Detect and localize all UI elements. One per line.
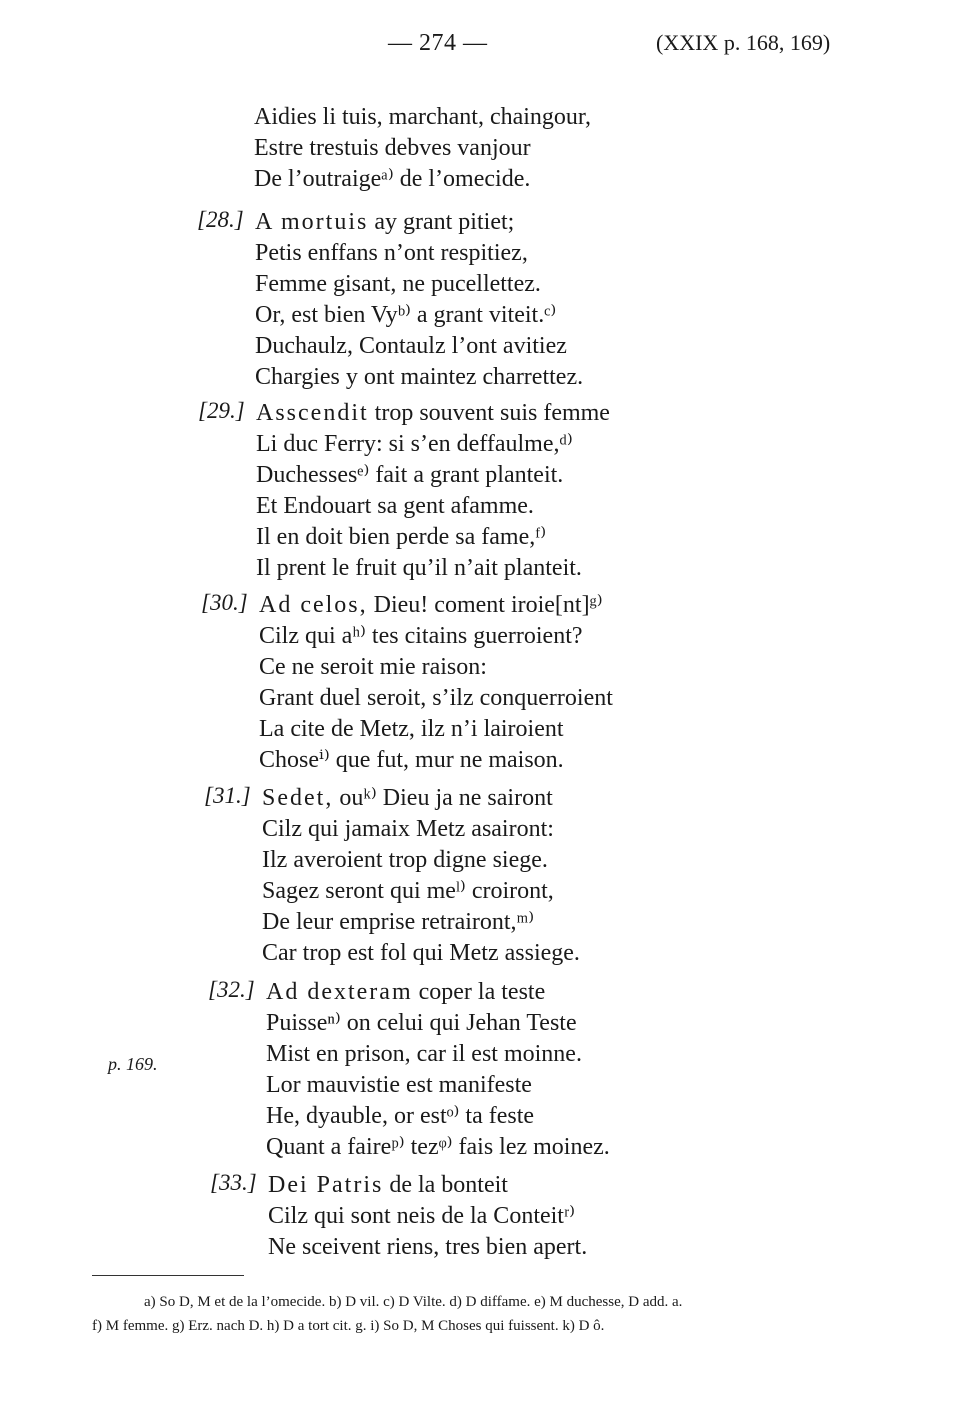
- verse-text: Dieu! coment iroie[nt]ᵍ⁾: [367, 592, 603, 618]
- margin-page-reference: p. 169.: [108, 1054, 158, 1074]
- verse-text: ouᵏ⁾ Dieu ja ne sairont: [333, 785, 553, 811]
- stanza-number: [30.]: [201, 590, 248, 615]
- verse-line: Sagez seront qui meˡ⁾ croiront,: [262, 878, 554, 904]
- verse-line: Petis enffans n’ont respitiez,: [255, 240, 528, 266]
- stanza-continuation: [254, 102, 591, 195]
- stanza-33: [210, 1170, 588, 1263]
- verse-line: Lor mauvistie est manifeste: [266, 1072, 532, 1098]
- verse-line: Il en doit bien perde sa fame,ᶠ⁾: [256, 524, 547, 550]
- stanza-number: [33.]: [210, 1170, 257, 1195]
- verse-incipit: Ad celos,: [259, 592, 368, 618]
- footnotes: [92, 1290, 682, 1338]
- stanza-number: [28.]: [197, 207, 244, 232]
- verse-line: De leur emprise retrairont,ᵐ⁾: [262, 909, 535, 935]
- verse-line: Grant duel seroit, s’ilz conquerroient: [259, 685, 613, 711]
- verse-text: de la bonteit: [383, 1172, 508, 1198]
- verse-line: [262, 783, 580, 814]
- verse-line: Duchaulz, Contaulz l’ont avitiez: [255, 333, 567, 359]
- verse-line: Et Endouart sa gent afamme.: [256, 493, 534, 519]
- verse-incipit: Dei Patris: [268, 1172, 384, 1198]
- verse-line: He, dyauble, or estᵒ⁾ ta feste: [266, 1103, 535, 1129]
- stanza-28: [197, 207, 584, 393]
- verse-line: Quant a faireᵖ⁾ tezᵠ⁾ fais lez moinez.: [266, 1134, 610, 1160]
- verse-text: ay grant pitiet;: [368, 209, 515, 235]
- stanza-number: [31.]: [204, 783, 251, 808]
- stanza-31: [204, 783, 580, 969]
- verse-line: [255, 207, 583, 238]
- page-reference: (XXIX p. 168, 169): [656, 30, 831, 55]
- stanza-29: [198, 398, 610, 584]
- verse-line: Ilz averoient trop digne siege.: [262, 847, 548, 873]
- verse-line: Choseⁱ⁾ que fut, mur ne maison.: [259, 747, 564, 773]
- verse-incipit: Sedet,: [262, 785, 334, 811]
- verse-line: La cite de Metz, ilz n’i lairoient: [259, 716, 564, 742]
- verse-incipit: A mortuis: [255, 209, 369, 235]
- verse-line: Mist en prison, car il est moinne.: [266, 1041, 582, 1067]
- verse-line: Ce ne seroit mie raison:: [259, 654, 487, 680]
- verse-line: Cilz qui aʰ⁾ tes citains guerroient?: [259, 623, 583, 649]
- verse-line: De l’outraigeᵃ⁾ de l’omecide.: [254, 166, 531, 192]
- verse-incipit: Asscendit: [256, 400, 369, 426]
- verse-line: Femme gisant, ne pucellettez.: [255, 271, 541, 297]
- stanza-number: [32.]: [208, 977, 255, 1002]
- verse-incipit: Ad dexteram: [266, 979, 413, 1005]
- stanza-32: [208, 977, 610, 1163]
- footnote-divider: [92, 1275, 244, 1276]
- verse-line: [266, 977, 610, 1008]
- verse-line: [259, 590, 613, 621]
- verse-line: Li duc Ferry: si s’en deffaulme,ᵈ⁾: [256, 431, 573, 457]
- verse-line: Chargies y ont maintez charrettez.: [255, 364, 584, 390]
- verse-line: Cilz qui jamaix Metz asairont:: [262, 816, 554, 842]
- stanza-30: [201, 590, 613, 776]
- verse-line: Aidies li tuis, marchant, chaingour,: [254, 104, 591, 130]
- stanza-number: [29.]: [198, 398, 245, 423]
- verse-line: [256, 398, 610, 429]
- verse-line: Estre trestuis debves vanjour: [254, 135, 531, 161]
- verse-line: Cilz qui sont neis de la Conteitʳ⁾: [268, 1203, 576, 1229]
- verse-line: [268, 1170, 587, 1201]
- footnote-line: f) M femme. g) Erz. nach D. h) D a tort cit. g. i) So D, M Choses qui fuissent. k) D ô.: [92, 1318, 605, 1334]
- verse-line: Puisseⁿ⁾ on celui qui Jehan Teste: [266, 1010, 577, 1036]
- page-number: — 274 —: [388, 30, 488, 56]
- verse-text: coper la teste: [412, 979, 546, 1005]
- footnote-line: a) So D, M et de la l’omecide. b) D vil. c) D Vilte. d) D diffame. e) M duchesse, D add. a.: [144, 1294, 683, 1310]
- verse-text: trop souvent suis femme: [368, 400, 610, 426]
- verse-line: Or, est bien Vyᵇ⁾ a grant viteit.ᶜ⁾: [255, 302, 557, 328]
- verse-line: Ne sceivent riens, tres bien apert.: [268, 1234, 588, 1260]
- verse-line: Il prent le fruit qu’il n’ait planteit.: [256, 555, 582, 581]
- verse-line: Duchessesᵉ⁾ fait a grant planteit.: [256, 462, 564, 488]
- verse-line: Car trop est fol qui Metz assiege.: [262, 940, 580, 966]
